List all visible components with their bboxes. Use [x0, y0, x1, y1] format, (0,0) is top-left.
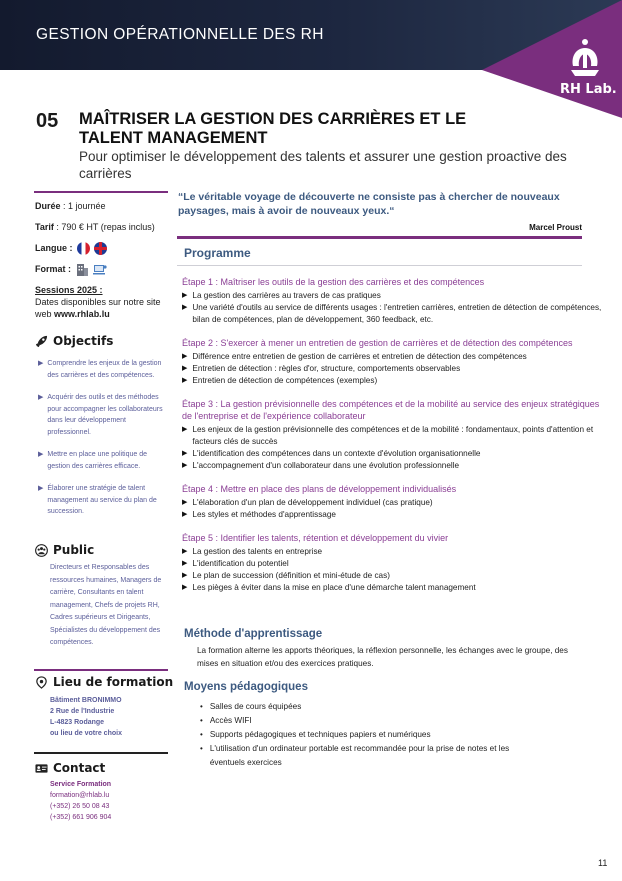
programme-step [182, 532, 602, 594]
module-title: MAÎTRISER LA GESTION DES CARRIÈRES ET LE TALENT MANAGEMENT [79, 110, 467, 147]
step-title: Étape 1 : Maîtriser les outils de la gestion des carrières et des compétences [182, 277, 485, 287]
info-block [35, 200, 167, 320]
french-flag-icon [77, 242, 90, 255]
step-item-text: Entretien de détection de compétences (exemples) [192, 376, 378, 385]
programme-step [182, 337, 602, 387]
list-item: ▶ Les pièges à éviter dans la mise en place d'une démarche talent management [182, 583, 476, 592]
step-title: Étape 3 : La gestion prévisionnelle des compétences et de la mobilité au service des enjeux stratégiques de l'entreprise et de l'expérience collaborateur [182, 399, 600, 421]
list-item: ▶ Élaborer une stratégie de talent management au service du plan de succession. [38, 483, 166, 518]
rocket-icon [35, 335, 48, 348]
step-item-text: La gestion des talents en entreprise [192, 547, 323, 556]
format-label: Format : [35, 264, 71, 274]
step-title: Étape 5 : Identifier les talents, rétention et développement du vivier [182, 533, 449, 543]
objectif-text: Acquérir des outils et des méthodes pour accompagner les collaborateurs dans leur développement professionnel. [47, 394, 163, 436]
list-item: ▶ Comprendre les enjeux de la gestion des carrières et des compétences. [38, 358, 166, 381]
list-item: ▶ Entretien de détection : règles d'or, structure, comportements observables [182, 364, 461, 373]
duree-label: Durée [35, 201, 61, 211]
contact-card-icon [35, 762, 48, 775]
contact-heading [35, 761, 105, 775]
format-row [35, 263, 167, 276]
list-item: ▶ Mettre en place une politique de gestion des carrières efficace. [38, 449, 166, 472]
duree-row [35, 200, 167, 213]
quote-author: Marcel Proust [529, 223, 582, 232]
list-item: ▶ Différence entre entretien de gestion de carrières et entretien de détection des compétences [182, 352, 527, 361]
moyens-list [200, 700, 530, 770]
step-item-text: Entretien de détection : règles d'or, structure, comportements observables [192, 364, 461, 373]
contact-email[interactable]: formation@rhlab.lu [50, 792, 110, 799]
tarif-value: : 790 € HT (repas inclus) [53, 222, 155, 232]
tarif-label: Tarif [35, 222, 54, 232]
lieu-heading-label: Lieu de formation [53, 675, 174, 689]
lieu-heading [35, 675, 173, 689]
list-item: ▶ Une variété d'outils au service de différents usages : l'entretien carrières, entretien de détection de compétences, bilan de compétences, plan de développement, 360 feedback, etc. [182, 303, 602, 324]
remote-learning-icon [93, 263, 107, 276]
step-item-text: Les enjeux de la gestion prévisionnelle des compétences et de la mobilité : fondamentaux, points d'attention et facteurs clés de succès [192, 425, 594, 446]
step-title: Étape 2 : S'exercer à mener un entretien de gestion de carrières et de détection des compétences [182, 338, 573, 348]
programme-heading: Programme [184, 246, 251, 260]
list-item: ▶ Acquérir des outils et des méthodes pour accompagner les collaborateurs dans leur développement professionnel. [38, 392, 166, 438]
address-line: L-4823 Rodange [50, 719, 105, 726]
list-item: ▶ L'élaboration d'un plan de développement individuel (cas pratique) [182, 498, 433, 507]
step-item-text: L'accompagnement d'un collaborateur dans une évolution professionnelle [192, 461, 460, 470]
sessions-block [35, 284, 167, 320]
list-item: ▶ La gestion des talents en entreprise [182, 547, 323, 556]
moyen-text: Accès WIFI [209, 716, 252, 725]
contact-phone[interactable]: (+352) 661 906 904 [50, 814, 112, 821]
list-item: ▶ L'accompagnement d'un collaborateur dans une évolution professionnelle [182, 461, 460, 470]
moyen-text: Salles de cours équipées [209, 702, 302, 711]
step-item-text: Une variété d'outils au service de différents usages : l'entretien carrières, entretien de détection de compétences, bilan de compétences, plan de développement, 360 feedback, etc. [192, 303, 602, 324]
objectif-text: Comprendre les enjeux de la gestion des carrières et des compétences. [47, 360, 162, 379]
methode-heading: Méthode d'apprentissage [184, 628, 323, 640]
address-line: Bâtiment BRONIMMO [50, 697, 122, 704]
contact-block [50, 779, 166, 823]
list-item: • L'utilisation d'un ordinateur portable est recommandée pour la prise de notes et les éventuels exercices [200, 742, 530, 770]
langue-row [35, 242, 167, 255]
module-subtitle: Pour optimiser le développement des talents et assurer une gestion proactive des carrières [79, 149, 567, 181]
objectifs-list [38, 358, 166, 529]
uk-flag-icon [94, 242, 107, 255]
public-text: Directeurs et Responsables des ressources humaines, Managers de carrière, Consultants en talent management, Chefs de projets RH, Cadres supérieurs et Dirigeants, Spécialistes du développement des compétences. [50, 564, 162, 646]
sessions-text: Dates disponibles sur notre site web [35, 297, 161, 319]
page-number: 11 [598, 858, 608, 868]
location-pin-icon [35, 676, 48, 689]
programme-step [182, 398, 602, 472]
methode-text: La formation alterne les apports théoriques, la réflexion personnelle, les échanges avec le groupe, des mises en situation et/ou des exercices pratiques. [197, 646, 568, 668]
divider [34, 669, 168, 671]
step-item-text: Le plan de succession (définition et mini-étude de cas) [192, 571, 390, 580]
step-item-text: Les pièges à éviter dans la mise en place d'une démarche talent management [192, 583, 476, 592]
sessions-label: Sessions 2025 : [35, 285, 103, 295]
list-item: ▶ Entretien de détection de compétences (exemples) [182, 376, 378, 385]
moyens-heading: Moyens pédagogiques [184, 681, 308, 693]
list-item: ▶ L'identification du potentiel [182, 559, 289, 568]
rh-lab-logo-icon [565, 36, 605, 80]
list-item: ▶ La gestion des carrières au travers de cas pratiques [182, 291, 381, 300]
list-item: ▶ L'identification des compétences dans un contexte d'évolution organisationnelle [182, 449, 481, 458]
contact-heading-label: Contact [53, 761, 106, 775]
logo-text: RH Lab. [560, 82, 617, 97]
lieu-address [50, 695, 166, 739]
duree-value: : 1 journée [60, 201, 106, 211]
building-icon [75, 263, 89, 276]
divider [34, 752, 168, 754]
list-item: • Supports pédagogiques et techniques papiers et numériques [200, 728, 530, 742]
divider [177, 236, 582, 239]
sessions-link[interactable]: www.rhlab.lu [54, 309, 110, 319]
divider [34, 191, 168, 193]
objectifs-heading [35, 334, 113, 348]
step-item-text: L'identification des compétences dans un contexte d'évolution organisationnelle [192, 449, 481, 458]
programme-steps [182, 276, 602, 605]
programme-step [182, 276, 602, 326]
step-item-text: L'identification du potentiel [192, 559, 289, 568]
objectifs-heading-label: Objectifs [53, 334, 114, 348]
programme-step [182, 483, 602, 521]
address-line: 2 Rue de l'Industrie [50, 708, 115, 715]
step-item-text: Différence entre entretien de gestion de carrières et entretien de détection des compétences [192, 352, 527, 361]
list-item: ▶ Les enjeux de la gestion prévisionnelle des compétences et de la mobilité : fondamentaux, points d'attention et facteurs clés de succès [182, 424, 602, 448]
list-item: • Salles de cours équipées [200, 700, 530, 714]
address-line: ou lieu de votre choix [50, 730, 122, 737]
public-heading-label: Public [53, 543, 95, 557]
people-group-icon [35, 544, 48, 557]
step-item-text: La gestion des carrières au travers de cas pratiques [192, 291, 381, 300]
module-number: 05 [36, 110, 59, 132]
tarif-row [35, 221, 167, 234]
langue-label: Langue : [35, 243, 73, 253]
public-heading [35, 543, 94, 557]
list-item: ▶ Les styles et méthodes d'apprentissage [182, 510, 336, 519]
moyen-text: L'utilisation d'un ordinateur portable est recommandée pour la prise de notes et les éventuels exercices [209, 744, 510, 767]
contact-phone[interactable]: (+352) 26 50 08 43 [50, 803, 110, 810]
moyen-text: Supports pédagogiques et techniques papiers et numériques [209, 730, 431, 739]
step-title: Étape 4 : Mettre en place des plans de développement individualisés [182, 484, 457, 494]
list-item: • Accès WIFI [200, 714, 530, 728]
list-item: ▶ Le plan de succession (définition et mini-étude de cas) [182, 571, 390, 580]
section-title: GESTION OPÉRATIONNELLE DES RH [36, 26, 324, 43]
objectif-text: Élaborer une stratégie de talent management au service du plan de succession. [47, 485, 157, 515]
contact-service: Service Formation [50, 781, 112, 788]
divider [177, 265, 582, 266]
quote-text: “Le véritable voyage de découverte ne consiste pas à chercher de nouveaux paysages, mais à avoir de nouveaux yeux.“ [178, 191, 560, 217]
objectif-text: Mettre en place une politique de gestion des carrières efficace. [47, 451, 148, 470]
step-item-text: L'élaboration d'un plan de développement individuel (cas pratique) [192, 498, 433, 507]
step-item-text: Les styles et méthodes d'apprentissage [192, 510, 336, 519]
